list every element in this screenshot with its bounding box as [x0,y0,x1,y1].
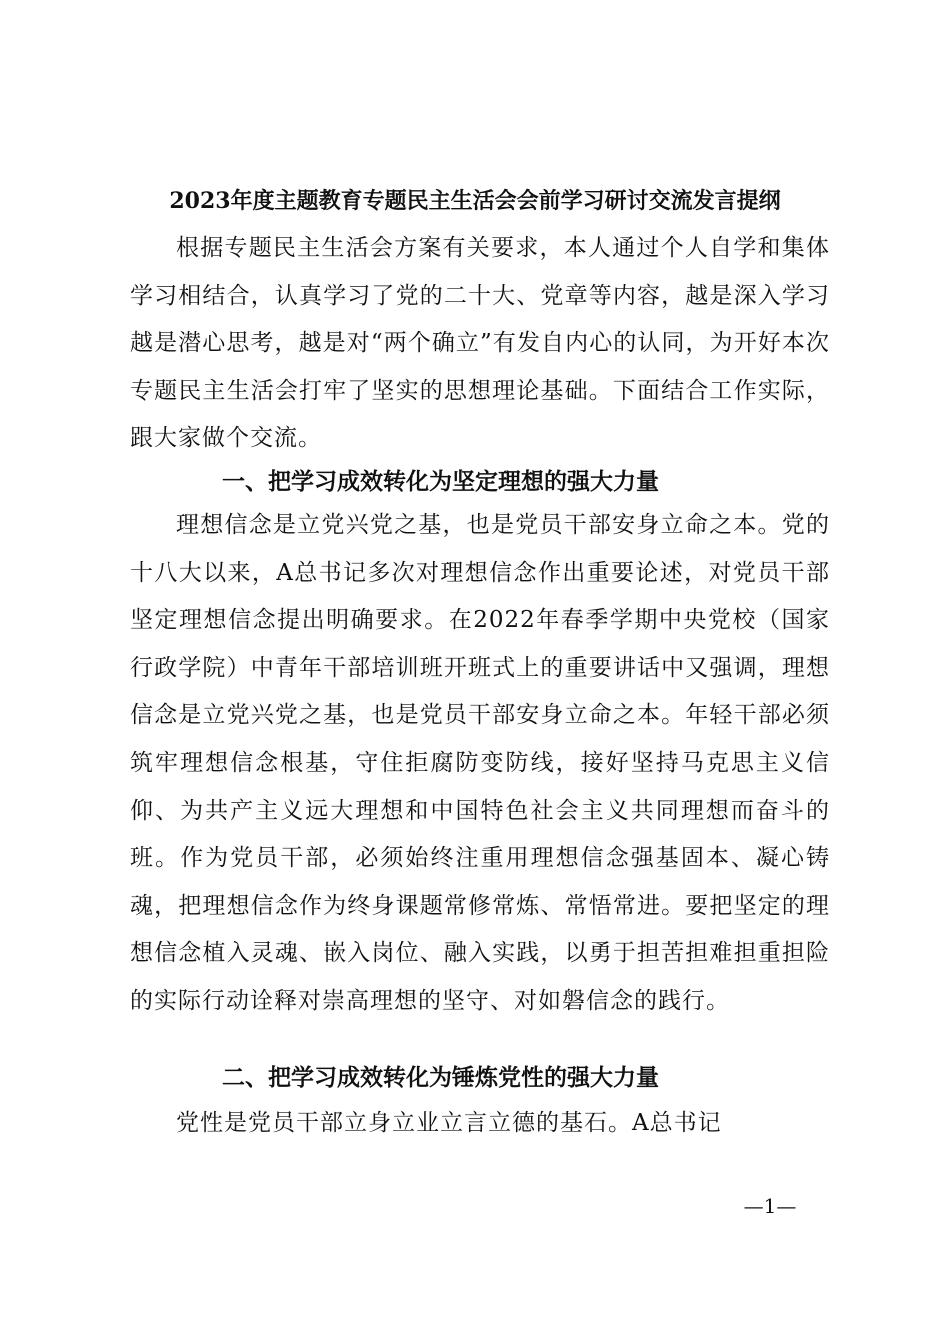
document-title: 2023年度主题教育专题民主生活会会前学习研讨交流发言提纲 [169,188,781,214]
intro-paragraph: 根据专题民主生活会方案有关要求，本人通过个人自学和集体学习相结合，认真学习了党的二十大、党章等内容，越是深入学习越是潜心思考，越是对“两个确立”有发自内心的认同，为开好本次专题民主生活会打牢了坚实的思想理论基础。下面结合工作实际，跟大家做个交流。 [130,235,830,452]
section-1-paragraph: 理想信念是立党兴党之基，也是党员干部安身立命之本。党的十八大以来，A总书记多次对理想信念作出重要论述，对党员干部坚定理想信念提出明确要求。在2022年春季学期中央党校（国家行政学院）中青年干部培训班开班式上的重要讲话中又强调，理想信念是立党兴党之基，也是党员干部安身立命之本。年轻干部必须筑牢理想信念根基，守住拒腐防变防线，接好坚持马克思主义信仰、为共产主义远大理想和中国特色社会主义共同理想而奋斗的班。作为党员干部，必须始终注重用理想信念强基固本、凝心铸魂，把理想信念作为终身课题常修常炼、常悟常进。要把坚定的理想信念植入灵魂、嵌入岗位、融入实践，以勇于担苦担难担重担险的实际行动诠释对崇高理想的坚守、对如磐信念的践行。 [130,512,830,1014]
section-2-paragraph: 党性是党员干部立身立业立言立德的基石。A总书记 [176,1110,722,1136]
page-number: —1— [743,1194,797,1218]
section-heading-2: 二、把学习成效转化为锤炼党性的强大力量 [222,1065,659,1091]
section-heading-1: 一、把学习成效转化为坚定理想的强大力量 [222,469,659,495]
